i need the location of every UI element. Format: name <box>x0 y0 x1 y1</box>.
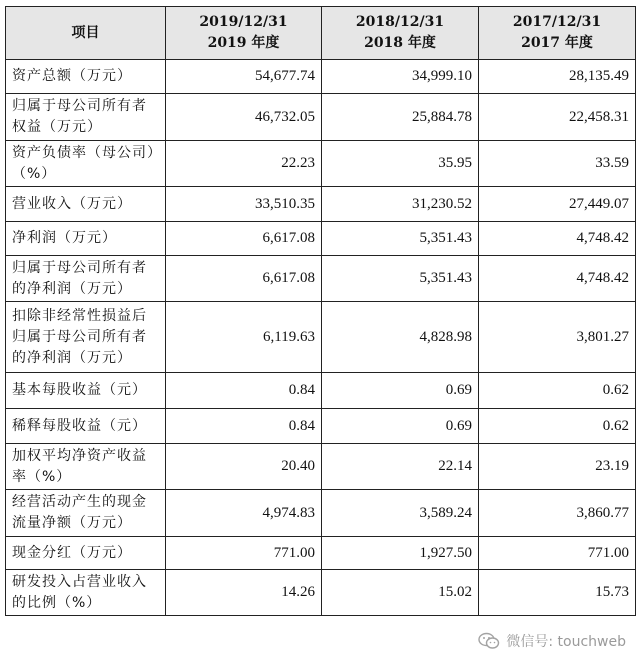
value-2018: 4,828.98 <box>322 302 479 373</box>
table-row <box>6 60 636 94</box>
header-row <box>6 7 636 60</box>
value-2019: 771.00 <box>166 537 322 570</box>
value-2019: 4,974.83 <box>166 490 322 537</box>
table-row <box>6 302 636 373</box>
value-2018: 1,927.50 <box>322 537 479 570</box>
row-label: 资产总额（万元） <box>6 60 166 94</box>
table-row <box>6 409 636 444</box>
row-label: 加权平均净资产收益率（%） <box>6 444 166 490</box>
value-2019: 14.26 <box>166 570 322 616</box>
row-label: 营业收入（万元） <box>6 187 166 222</box>
table-row <box>6 537 636 570</box>
table-row <box>6 444 636 490</box>
value-2018: 35.95 <box>322 141 479 187</box>
value-2018: 31,230.52 <box>322 187 479 222</box>
value-2019: 22.23 <box>166 141 322 187</box>
row-label: 归属于母公司所有者权益（万元） <box>6 94 166 141</box>
row-label: 基本每股收益（元） <box>6 373 166 409</box>
value-2017: 771.00 <box>479 537 636 570</box>
value-2018: 34,999.10 <box>322 60 479 94</box>
row-label: 净利润（万元） <box>6 222 166 256</box>
value-2019: 0.84 <box>166 409 322 444</box>
value-2017: 22,458.31 <box>479 94 636 141</box>
table-row <box>6 222 636 256</box>
value-2018: 22.14 <box>322 444 479 490</box>
watermark-text: 微信号: touchweb <box>506 634 626 650</box>
value-2017: 28,135.49 <box>479 60 636 94</box>
header-item: 项目 <box>6 7 166 60</box>
value-2019: 33,510.35 <box>166 187 322 222</box>
wechat-icon <box>478 632 500 650</box>
table-row <box>6 570 636 616</box>
value-2019: 54,677.74 <box>166 60 322 94</box>
value-2019: 46,732.05 <box>166 94 322 141</box>
header-2019: 2019/12/31 2019 年度 <box>166 7 322 60</box>
value-2017: 15.73 <box>479 570 636 616</box>
value-2019: 6,617.08 <box>166 256 322 302</box>
table-row <box>6 141 636 187</box>
value-2018: 25,884.78 <box>322 94 479 141</box>
table-row <box>6 373 636 409</box>
row-label: 资产负债率（母公司）（%） <box>6 141 166 187</box>
table-row <box>6 256 636 302</box>
value-2018: 5,351.43 <box>322 256 479 302</box>
value-2017: 0.62 <box>479 373 636 409</box>
row-label: 研发投入占营业收入的比例（%） <box>6 570 166 616</box>
table-row <box>6 94 636 141</box>
value-2017: 3,801.27 <box>479 302 636 373</box>
value-2018: 3,589.24 <box>322 490 479 537</box>
row-label: 归属于母公司所有者的净利润（万元） <box>6 256 166 302</box>
watermark <box>478 631 626 651</box>
row-label: 经营活动产生的现金流量净额（万元） <box>6 490 166 537</box>
value-2019: 20.40 <box>166 444 322 490</box>
financial-table <box>5 6 636 616</box>
value-2017: 33.59 <box>479 141 636 187</box>
header-2018: 2018/12/31 2018 年度 <box>322 7 479 60</box>
row-label: 稀释每股收益（元） <box>6 409 166 444</box>
value-2017: 3,860.77 <box>479 490 636 537</box>
table-row <box>6 187 636 222</box>
value-2018: 15.02 <box>322 570 479 616</box>
value-2018: 5,351.43 <box>322 222 479 256</box>
value-2019: 6,617.08 <box>166 222 322 256</box>
header-2017: 2017/12/31 2017 年度 <box>479 7 636 60</box>
value-2017: 4,748.42 <box>479 256 636 302</box>
value-2017: 0.62 <box>479 409 636 444</box>
row-label: 扣除非经常性损益后归属于母公司所有者的净利润（万元） <box>6 302 166 373</box>
value-2017: 23.19 <box>479 444 636 490</box>
value-2018: 0.69 <box>322 373 479 409</box>
value-2018: 0.69 <box>322 409 479 444</box>
value-2017: 27,449.07 <box>479 187 636 222</box>
row-label: 现金分红（万元） <box>6 537 166 570</box>
value-2019: 6,119.63 <box>166 302 322 373</box>
table-row <box>6 490 636 537</box>
value-2019: 0.84 <box>166 373 322 409</box>
value-2017: 4,748.42 <box>479 222 636 256</box>
